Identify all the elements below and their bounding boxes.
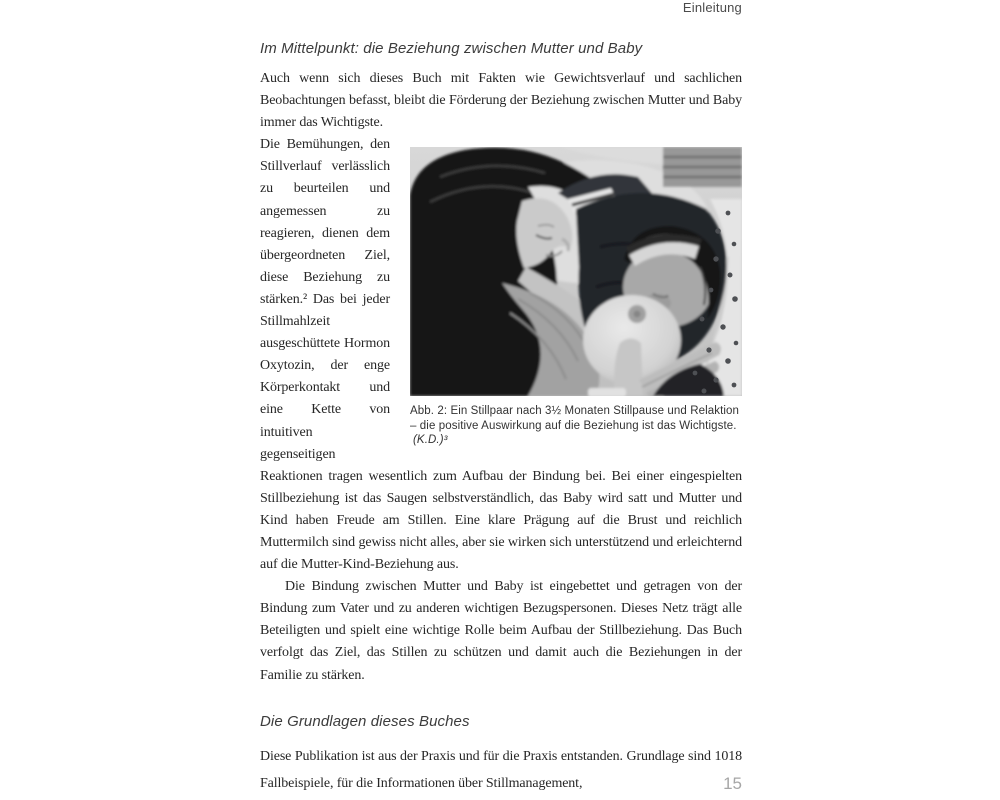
- running-header: Einleitung: [682, 0, 742, 15]
- paragraph-bonding-network: Die Bindung zwischen Mutter und Baby ist eingebettet und getragen von der Bindung zum Vater und zu anderen wichtigen Bezugspersonen. Dieses Netz trägt alle Beteiligten und spielt eine wichtige Rolle beim Aufbau der Stillbeziehung. Das Buch verfolgt das Ziel, das Stillen zu schützen und damit auch die Beziehungen in der Familie zu stärken.: [260, 579, 742, 683]
- figure-caption: [410, 404, 742, 448]
- figure-breastfeeding-photo: [410, 147, 742, 448]
- photo-image: [410, 147, 742, 396]
- figure-caption-text: Abb. 2: Ein Stillpaar nach 3½ Monaten Stillpause und Relaktion – die positive Auswirkung auf die Beziehung ist das Wichtigste.: [410, 405, 740, 432]
- text-column: [260, 40, 742, 797]
- paragraph-body-wrapping: Die Bemühungen, den Stillverlauf verlässlich zu beurteilen und angemessen zu reagieren, dienen dem übergeordneten Ziel, diese Beziehung zu stärken.² Das bei jeder Stillmahlzeit ausgeschüttete Hormon Oxytozin, der enge Körperkontakt und eine Kette von intuitiven gegenseitigen Reaktionen tragen wesentlich zum Aufbau der Bindung bei. Bei einer eingespielten Stillbeziehung ist das Saugen selbstverständlich, das Baby wird satt und Mutter und Kind haben Freude am Stillen. Eine klare Prägung auf die Brust und reichlich Muttermilch sind gewiss nicht alles, aber sie wirken sich unterstützend und erleichternd auf die Mutter-Kind-Beziehung aus.: [260, 137, 742, 573]
- figure-caption-credit: (K.D.)³: [413, 434, 448, 447]
- paragraph-intro: Auch wenn sich dieses Buch mit Fakten wie Gewichtsverlauf und sachlichen Beobachtungen befasst, bleibt die Förderung der Beziehung zwischen Mutter und Baby immer das Wichtigste.: [260, 71, 742, 131]
- section-heading-foundations: Die Grundlagen dieses Buches: [260, 712, 470, 730]
- paragraph-foundations: Diese Publikation ist aus der Praxis und für die Praxis entstanden. Grundlage sind 1018 Fallbeispiele, für die Informationen über Stillmanagement,: [260, 748, 742, 791]
- page-number: 15: [723, 774, 742, 793]
- wrap-flow: [260, 134, 742, 686]
- section-heading-relationship: Im Mittelpunkt: die Beziehung zwischen Mutter und Baby: [260, 40, 643, 57]
